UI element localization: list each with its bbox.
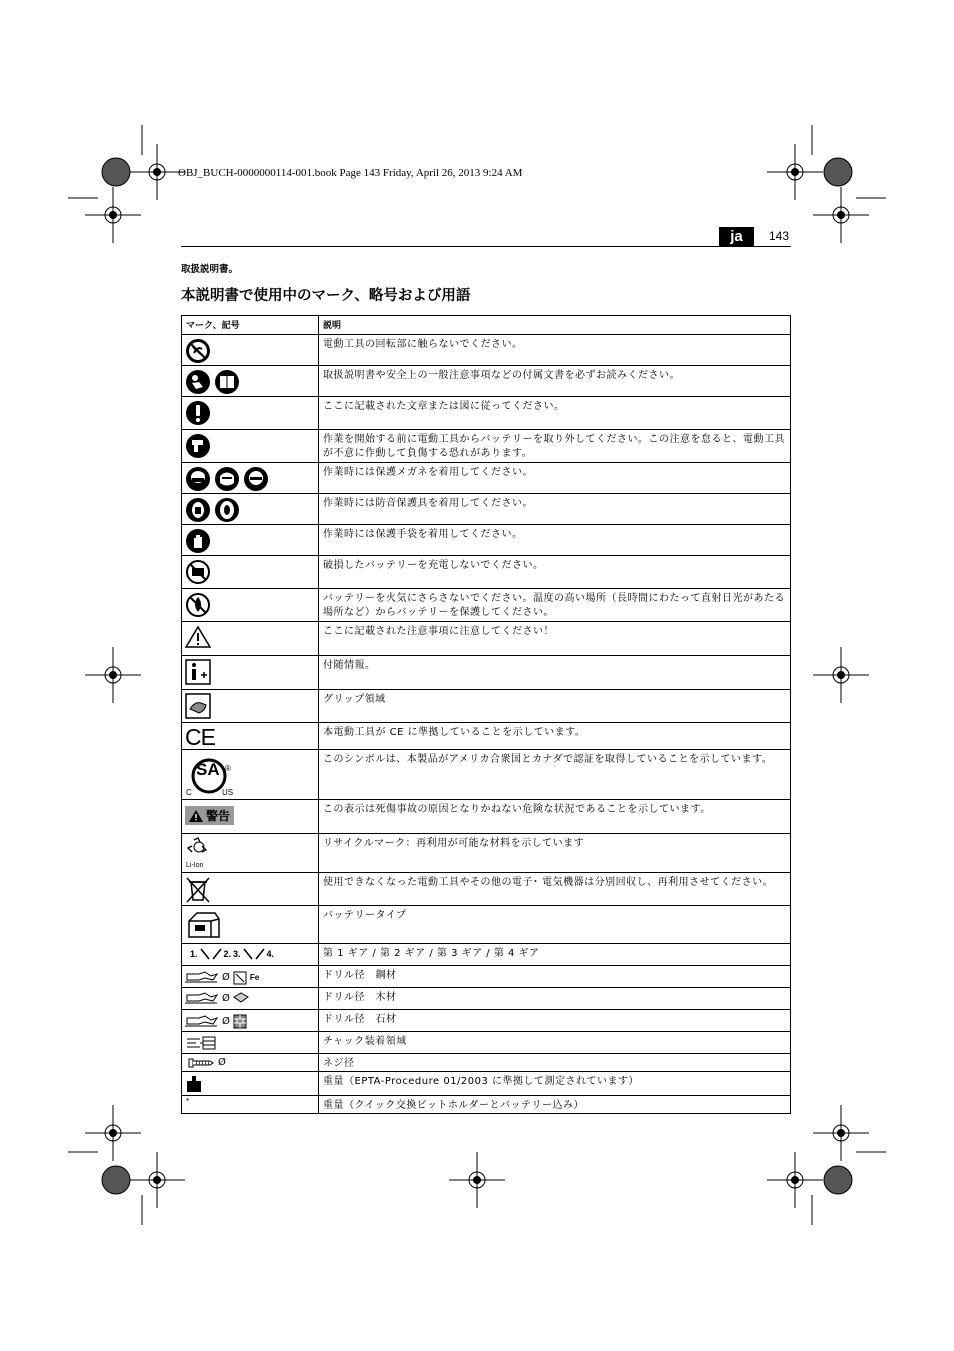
table-row [182, 873, 791, 906]
gear-1-label: 1. [190, 949, 198, 959]
csa-c-label: C [186, 788, 192, 797]
symbols-table [181, 315, 791, 1114]
table-row [182, 430, 791, 463]
ear-protection-icon [214, 497, 240, 523]
liion-label: Li-Ion [186, 862, 204, 869]
csa-registered: ® [225, 764, 231, 773]
gloves-icon [185, 528, 211, 554]
ce-mark-icon: CE [185, 724, 215, 750]
iron-label: Fe [249, 972, 260, 982]
table-header-row [182, 316, 791, 335]
table-row [182, 690, 791, 723]
page-title: 本説明書で使用中のマーク、略号および用語 [181, 288, 471, 304]
row-desc: この表示は死傷事故の原因となりかねない危険な状況であることを示しています。 [319, 800, 791, 834]
row-desc: 第 1 ギア / 第 2 ギア / 第 3 ギア / 第 4 ギア [319, 944, 791, 966]
table-row [182, 800, 791, 834]
battery-fire-icon [185, 592, 211, 618]
row-desc: ドリル径 石材 [319, 1010, 791, 1032]
row-desc: 本電動工具が CE に準拠していることを示しています。 [319, 723, 791, 750]
row-desc: チャック装着領域 [319, 1032, 791, 1054]
row-desc: 作業時には保護メガネを着用してください。 [319, 463, 791, 494]
table-row [182, 723, 791, 750]
face-shield-icon [214, 466, 240, 492]
read-manual-person-icon [185, 369, 211, 395]
col-header-desc: 説明 [319, 316, 791, 335]
row-desc: 作業を開始する前に電動工具からバッテリーを取り外してください。この注意を怠ると、電動工具が不意に作動して負傷する恐れがあります。 [319, 430, 791, 463]
no-touch-rotating-icon [185, 338, 211, 364]
row-desc: ここに記載された文章または図に従ってください。 [319, 397, 791, 430]
page-number: 143 [769, 229, 790, 243]
table-row [182, 656, 791, 690]
gear-4-label: 4. [266, 949, 275, 959]
recycle-icon [186, 836, 212, 858]
table-row [182, 366, 791, 397]
row-desc: ドリル径 鋼材 [319, 966, 791, 988]
header-rule [181, 246, 791, 247]
table-row [182, 944, 791, 966]
wood-material-icon [233, 991, 249, 1005]
drill-bit-icon [185, 991, 219, 1005]
chuck-range-icon [186, 1035, 220, 1051]
diameter-symbol: Ø [222, 992, 230, 1004]
row-desc: ドリル径 木材 [319, 988, 791, 1010]
table-row [182, 1032, 791, 1054]
table-row [182, 525, 791, 556]
grip-area-icon [185, 693, 211, 719]
goggles-icon [185, 466, 211, 492]
table-row [182, 906, 791, 944]
table-row [182, 397, 791, 430]
remove-battery-icon [185, 433, 211, 459]
ear-muffs-icon [185, 497, 211, 523]
table-row [182, 589, 791, 622]
warning-triangle-small-icon [189, 810, 203, 822]
table-row [182, 834, 791, 873]
row-desc: 破損したバッテリーを充電しないでください。 [319, 556, 791, 589]
section-subheading: 取扱説明書。 [181, 264, 239, 275]
weee-bin-icon [185, 876, 211, 904]
language-badge: ja [719, 227, 754, 246]
table-row [182, 1096, 791, 1114]
csa-us-label: US [222, 788, 234, 797]
row-desc: 重量（クイック交換ビットホルダーとバッテリー込み） [319, 1096, 791, 1114]
read-manual-book-icon [214, 369, 240, 395]
csa-letters: SA [196, 760, 220, 779]
gear-4-icon [255, 947, 265, 961]
row-desc: グリップ領域 [319, 690, 791, 723]
exclamation-icon [185, 400, 211, 426]
row-desc: バッテリーを火気にさらさないでください。温度の高い場所（長時間にわたって直射日光があたる場所など）からバッテリーを保護してください。 [319, 589, 791, 622]
gear-1-icon [200, 947, 210, 961]
table-row [182, 463, 791, 494]
table-row [182, 1072, 791, 1096]
diameter-symbol: Ø [222, 971, 230, 983]
asterisk-mark: * [186, 1097, 190, 1106]
row-desc: 作業時には保護手袋を着用してください。 [319, 525, 791, 556]
row-desc: 使用できなくなった電動工具やその他の電子･ 電気機器は分別回収し、再利用させてください。 [319, 873, 791, 906]
gear-2-icon [212, 947, 222, 961]
table-row [182, 1010, 791, 1032]
warning-triangle-icon [185, 625, 211, 649]
table-row [182, 966, 791, 988]
row-desc: リサイクルマーク：再利用が可能な材料を示しています [319, 834, 791, 873]
table-row [182, 1054, 791, 1072]
warning-badge-icon [185, 806, 234, 825]
row-desc: ここに記載された注意事項に注意してください！ [319, 622, 791, 656]
row-desc: このシンボルは、本製品がアメリカ合衆国とカナダで認証を取得していることを示しています。 [319, 750, 791, 800]
diameter-symbol: Ø [218, 1057, 226, 1068]
table-row [182, 556, 791, 589]
gear-3-label: 3. [233, 949, 241, 959]
masonry-material-icon [233, 1013, 247, 1029]
warning-label: 警告 [206, 809, 231, 823]
info-icon [185, 659, 211, 685]
drill-bit-icon [185, 970, 219, 984]
safety-glasses-icon [243, 466, 269, 492]
row-desc: 電動工具の回転部に触らないでください。 [319, 335, 791, 366]
weight-icon [186, 1075, 202, 1093]
diameter-symbol: Ø [222, 1015, 230, 1027]
row-desc: 作業時には防音保護具を着用してください。 [319, 494, 791, 525]
no-charge-damaged-battery-icon [185, 559, 211, 585]
col-header-mark: マーク、記号 [182, 316, 319, 335]
table-row [182, 622, 791, 656]
table-row [182, 494, 791, 525]
table-row [182, 335, 791, 366]
gear-3-icon [243, 947, 253, 961]
table-row [182, 750, 791, 800]
drill-bit-icon [185, 1014, 219, 1028]
screw-icon [188, 1058, 214, 1068]
row-desc: バッテリータイプ [319, 906, 791, 944]
row-desc: 付随情報。 [319, 656, 791, 690]
steel-material-icon [233, 969, 247, 985]
row-desc: 取扱説明書や安全上の一般注意事項などの付属文書を必ずお読みください。 [319, 366, 791, 397]
row-desc: 重量（EPTA-Procedure 01/2003 に準拠して測定されています） [319, 1072, 791, 1096]
row-desc: ネジ径 [319, 1054, 791, 1072]
table-row [182, 988, 791, 1010]
gear-2-label: 2. [223, 949, 232, 959]
print-info-line: OBJ_BUCH-0000000114-001.book Page 143 Friday, April 26, 2013 9:24 AM [178, 167, 523, 179]
battery-type-icon [185, 909, 221, 941]
